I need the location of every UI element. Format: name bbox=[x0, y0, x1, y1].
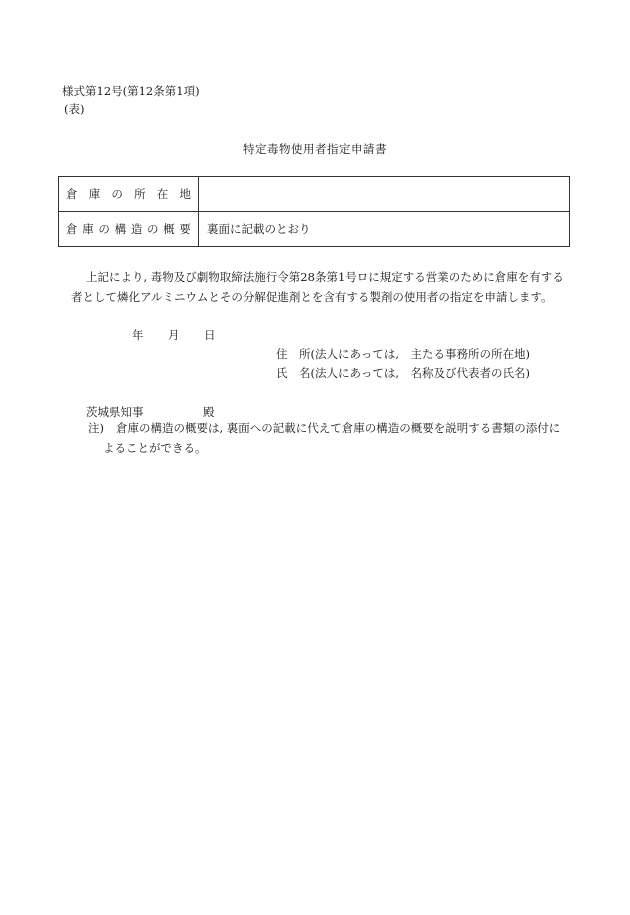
document-title: 特定毒物使用者指定申請書 bbox=[243, 142, 387, 156]
table-row bbox=[59, 177, 570, 212]
label-char: 庫 bbox=[82, 222, 94, 236]
label-char: の bbox=[111, 187, 123, 201]
warehouse-structure-value[interactable]: 裏面に記載のとおり bbox=[199, 212, 570, 247]
label-chars bbox=[59, 186, 198, 202]
date-year-label: 年 bbox=[132, 328, 144, 342]
form-number: 様式第12号(第12条第1項) bbox=[62, 84, 200, 98]
label-char: の bbox=[98, 222, 110, 236]
label-char: 庫 bbox=[88, 187, 101, 201]
applicant-name-line: 氏 名(法人にあっては, 名称及び代表者の氏名) bbox=[276, 366, 531, 380]
label-char: 地 bbox=[179, 187, 191, 201]
label-char: 倉 bbox=[66, 222, 78, 236]
label-char: の bbox=[147, 222, 159, 236]
warehouse-location-value[interactable] bbox=[199, 177, 570, 212]
label-chars bbox=[59, 221, 198, 237]
warehouse-structure-label bbox=[59, 212, 199, 247]
addressee-name: 茨城県知事 bbox=[86, 405, 144, 419]
label-char: 在 bbox=[156, 187, 169, 201]
addressee-honorific: 殿 bbox=[203, 405, 215, 419]
label-char: 構 bbox=[114, 222, 127, 236]
label-char: 倉 bbox=[66, 187, 78, 201]
note-label: 注) bbox=[88, 421, 104, 435]
applicant-address-line: 住 所(法人にあっては, 主たる事務所の所在地) bbox=[276, 347, 531, 361]
application-body-line-2: 者として燐化アルミニウムとその分解促進剤とを含有する製剤の使用者の指定を申請します。 bbox=[71, 290, 553, 304]
warehouse-location-label bbox=[59, 177, 199, 212]
side-label: (表) bbox=[64, 102, 85, 116]
label-char: 所 bbox=[134, 187, 146, 201]
note-text-line-2: よることができる。 bbox=[103, 441, 207, 455]
application-body-line-1: 上記により, 毒物及び劇物取締法施行令第28条第1号ロに規定する営業のために倉庫を有する bbox=[86, 270, 564, 284]
date-day-label: 日 bbox=[204, 328, 216, 342]
note-text-line-1: 倉庫の構造の概要は, 裏面への記載に代えて倉庫の構造の概要を説明する書類の添付に bbox=[116, 421, 561, 435]
date-month-label: 月 bbox=[168, 328, 180, 342]
warehouse-info-table bbox=[58, 176, 570, 247]
table-row bbox=[59, 212, 570, 247]
label-char: 要 bbox=[179, 222, 191, 236]
label-char: 造 bbox=[130, 222, 143, 236]
label-char: 概 bbox=[163, 222, 175, 236]
